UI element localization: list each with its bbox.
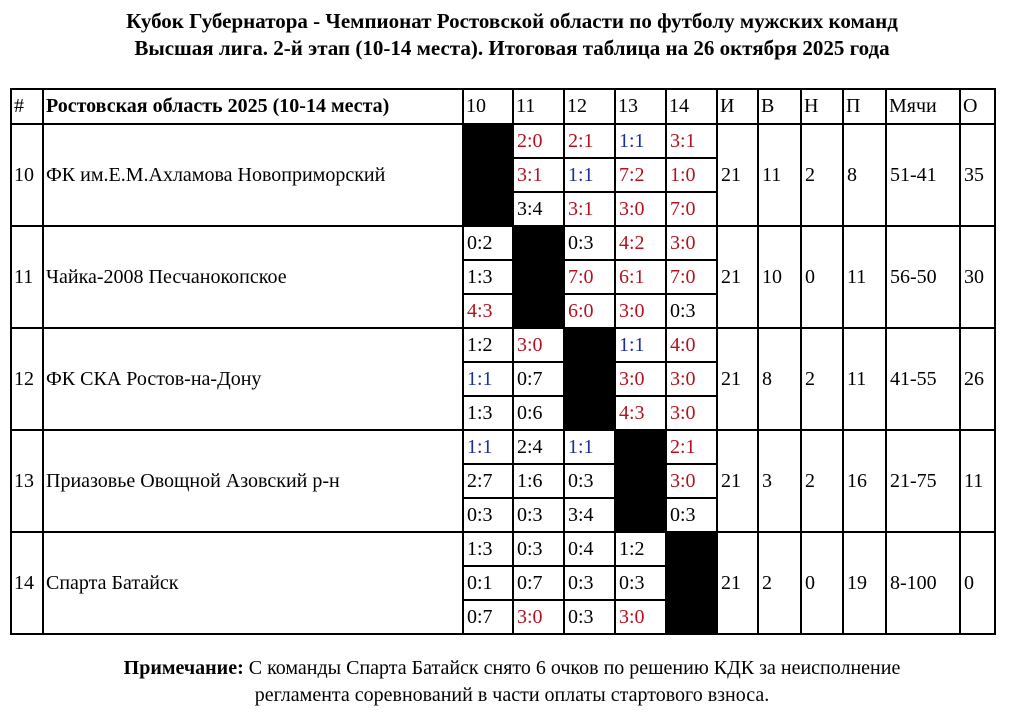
match-score: 4:2: [616, 227, 665, 260]
header-row: [11, 89, 995, 124]
self-match-cell: [564, 328, 615, 430]
team-rank: 11: [11, 226, 43, 328]
match-score: 0:3: [514, 533, 563, 566]
score-cell-c14: [666, 124, 717, 226]
match-score: 0:3: [670, 299, 696, 322]
match-score: 0:6: [517, 401, 543, 424]
score-cell-c13: [615, 124, 666, 226]
match-score: 7:0: [670, 197, 696, 220]
match-score: 3:1: [667, 125, 716, 158]
stat-draws: 2: [801, 124, 843, 226]
self-match-cell: [513, 226, 564, 328]
score-cell-c10: [463, 328, 513, 430]
stat-games: 21: [717, 430, 758, 532]
stat-goals: 51-41: [886, 124, 960, 226]
standings-table: [10, 88, 996, 635]
match-score: 6:1: [616, 260, 665, 294]
stat-points: 26: [960, 328, 995, 430]
score-cell-c11: [513, 328, 564, 430]
match-score: 1:1: [616, 329, 665, 362]
match-score: 3:0: [667, 464, 716, 498]
match-score: 2:0: [514, 125, 563, 158]
header-wins: В: [758, 89, 801, 124]
stat-goals: 41-55: [886, 328, 960, 430]
match-score: 1:2: [616, 533, 665, 566]
stat-points: 0: [960, 532, 995, 634]
stat-goals: 8-100: [886, 532, 960, 634]
stat-games: 21: [717, 532, 758, 634]
self-match-cell: [463, 124, 513, 226]
header-losses: П: [843, 89, 886, 124]
match-score: 3:1: [568, 197, 594, 220]
match-score: 1:1: [464, 362, 512, 396]
header-games: И: [717, 89, 758, 124]
note-label: Примечание:: [123, 657, 244, 679]
score-cell-c13: [615, 328, 666, 430]
score-cell-c11: [513, 430, 564, 532]
note-line-1: С команды Спарта Батайск снято 6 очков по решению КДК за неисполнение: [248, 657, 901, 679]
stat-games: 21: [717, 226, 758, 328]
match-score: 7:0: [667, 260, 716, 294]
page-title: [0, 8, 1024, 62]
team-name: ФК СКА Ростов-на-Дону: [43, 328, 463, 430]
header-c14: 14: [666, 89, 717, 124]
team-name: Приазовье Овощной Азовский р-н: [43, 430, 463, 532]
score-cell-c10: [463, 532, 513, 634]
score-cell-c12: [564, 226, 615, 328]
match-score: 3:1: [514, 158, 563, 192]
match-score: 4:3: [619, 401, 645, 424]
stat-losses: 11: [843, 328, 886, 430]
match-score: 1:0: [667, 158, 716, 192]
match-score: 3:0: [619, 605, 645, 628]
stat-goals: 56-50: [886, 226, 960, 328]
stat-draws: 0: [801, 532, 843, 634]
match-score: 7:0: [565, 260, 614, 294]
title-line-2: Высшая лига. 2-й этап (10-14 места). Итоговая таблица на 26 октября 2025 года: [134, 36, 890, 60]
match-score: 4:0: [667, 329, 716, 362]
score-cell-c11: [513, 532, 564, 634]
header-league: Ростовская область 2025 (10-14 места): [43, 89, 463, 124]
stat-wins: 3: [758, 430, 801, 532]
header-points: О: [960, 89, 995, 124]
match-score: 0:4: [565, 533, 614, 566]
match-score: 3:0: [670, 401, 696, 424]
team-row: [11, 124, 995, 226]
stat-games: 21: [717, 124, 758, 226]
note-line-2: регламента соревнований в части оплаты стартового взноса.: [254, 684, 770, 706]
match-score: 0:3: [568, 605, 594, 628]
header-num: #: [11, 89, 43, 124]
match-score: 1:1: [616, 125, 665, 158]
score-cell-c12: [564, 430, 615, 532]
header-c11: 11: [513, 89, 564, 124]
match-score: 0:3: [670, 503, 696, 526]
match-score: 1:3: [464, 533, 512, 566]
self-match-cell: [666, 532, 717, 634]
stat-points: 11: [960, 430, 995, 532]
stat-wins: 2: [758, 532, 801, 634]
stat-points: 35: [960, 124, 995, 226]
match-score: 0:3: [616, 566, 665, 600]
match-score: 1:3: [464, 260, 512, 294]
score-cell-c12: [564, 124, 615, 226]
team-name: Спарта Батайск: [43, 532, 463, 634]
match-score: 3:0: [616, 362, 665, 396]
match-score: 0:7: [514, 566, 563, 600]
match-score: 1:1: [565, 431, 614, 464]
stat-draws: 2: [801, 430, 843, 532]
match-score: 3:4: [568, 503, 594, 526]
header-c13: 13: [615, 89, 666, 124]
match-score: 0:7: [514, 362, 563, 396]
match-score: 2:4: [514, 431, 563, 464]
match-score: 3:0: [619, 299, 645, 322]
header-draws: Н: [801, 89, 843, 124]
stat-wins: 8: [758, 328, 801, 430]
score-cell-c14: [666, 430, 717, 532]
team-rank: 13: [11, 430, 43, 532]
team-row: [11, 430, 995, 532]
match-score: 4:3: [467, 299, 493, 322]
score-cell-c10: [463, 226, 513, 328]
stat-losses: 8: [843, 124, 886, 226]
match-score: 3:4: [517, 197, 543, 220]
match-score: 1:2: [464, 329, 512, 362]
match-score: 0:3: [517, 503, 543, 526]
score-cell-c13: [615, 532, 666, 634]
score-cell-c12: [564, 532, 615, 634]
match-score: 3:0: [517, 605, 543, 628]
score-cell-c14: [666, 328, 717, 430]
team-name: Чайка-2008 Песчанокопское: [43, 226, 463, 328]
stat-wins: 11: [758, 124, 801, 226]
header-c12: 12: [564, 89, 615, 124]
score-cell-c11: [513, 124, 564, 226]
self-match-cell: [615, 430, 666, 532]
stat-goals: 21-75: [886, 430, 960, 532]
header-goals: Мячи: [886, 89, 960, 124]
stat-points: 30: [960, 226, 995, 328]
match-score: 0:3: [565, 464, 614, 498]
stat-draws: 2: [801, 328, 843, 430]
match-score: 1:1: [565, 158, 614, 192]
match-score: 3:0: [619, 197, 645, 220]
score-cell-c14: [666, 226, 717, 328]
score-cell-c10: [463, 430, 513, 532]
stat-draws: 0: [801, 226, 843, 328]
match-score: 0:3: [565, 566, 614, 600]
stat-losses: 16: [843, 430, 886, 532]
team-name: ФК им.Е.М.Ахламова Новоприморский: [43, 124, 463, 226]
match-score: 7:2: [616, 158, 665, 192]
stat-games: 21: [717, 328, 758, 430]
match-score: 3:0: [667, 227, 716, 260]
match-score: 3:0: [514, 329, 563, 362]
team-rank: 10: [11, 124, 43, 226]
stat-wins: 10: [758, 226, 801, 328]
match-score: 0:1: [464, 566, 512, 600]
match-score: 1:3: [467, 401, 493, 424]
score-cell-c13: [615, 226, 666, 328]
title-line-1: Кубок Губернатора - Чемпионат Ростовской области по футболу мужских команд: [126, 9, 898, 33]
match-score: 2:7: [464, 464, 512, 498]
match-score: 1:6: [514, 464, 563, 498]
team-rank: 14: [11, 532, 43, 634]
match-score: 1:1: [464, 431, 512, 464]
match-score: 3:0: [667, 362, 716, 396]
match-score: 6:0: [568, 299, 594, 322]
header-c10: 10: [463, 89, 513, 124]
match-score: 0:2: [464, 227, 512, 260]
team-row: [11, 328, 995, 430]
match-score: 2:1: [565, 125, 614, 158]
team-row: [11, 226, 995, 328]
team-rank: 12: [11, 328, 43, 430]
team-row: [11, 532, 995, 634]
stat-losses: 11: [843, 226, 886, 328]
footnote: [0, 655, 1024, 709]
match-score: 2:1: [667, 431, 716, 464]
match-score: 0:3: [565, 227, 614, 260]
stat-losses: 19: [843, 532, 886, 634]
match-score: 0:3: [467, 503, 493, 526]
match-score: 0:7: [467, 605, 493, 628]
